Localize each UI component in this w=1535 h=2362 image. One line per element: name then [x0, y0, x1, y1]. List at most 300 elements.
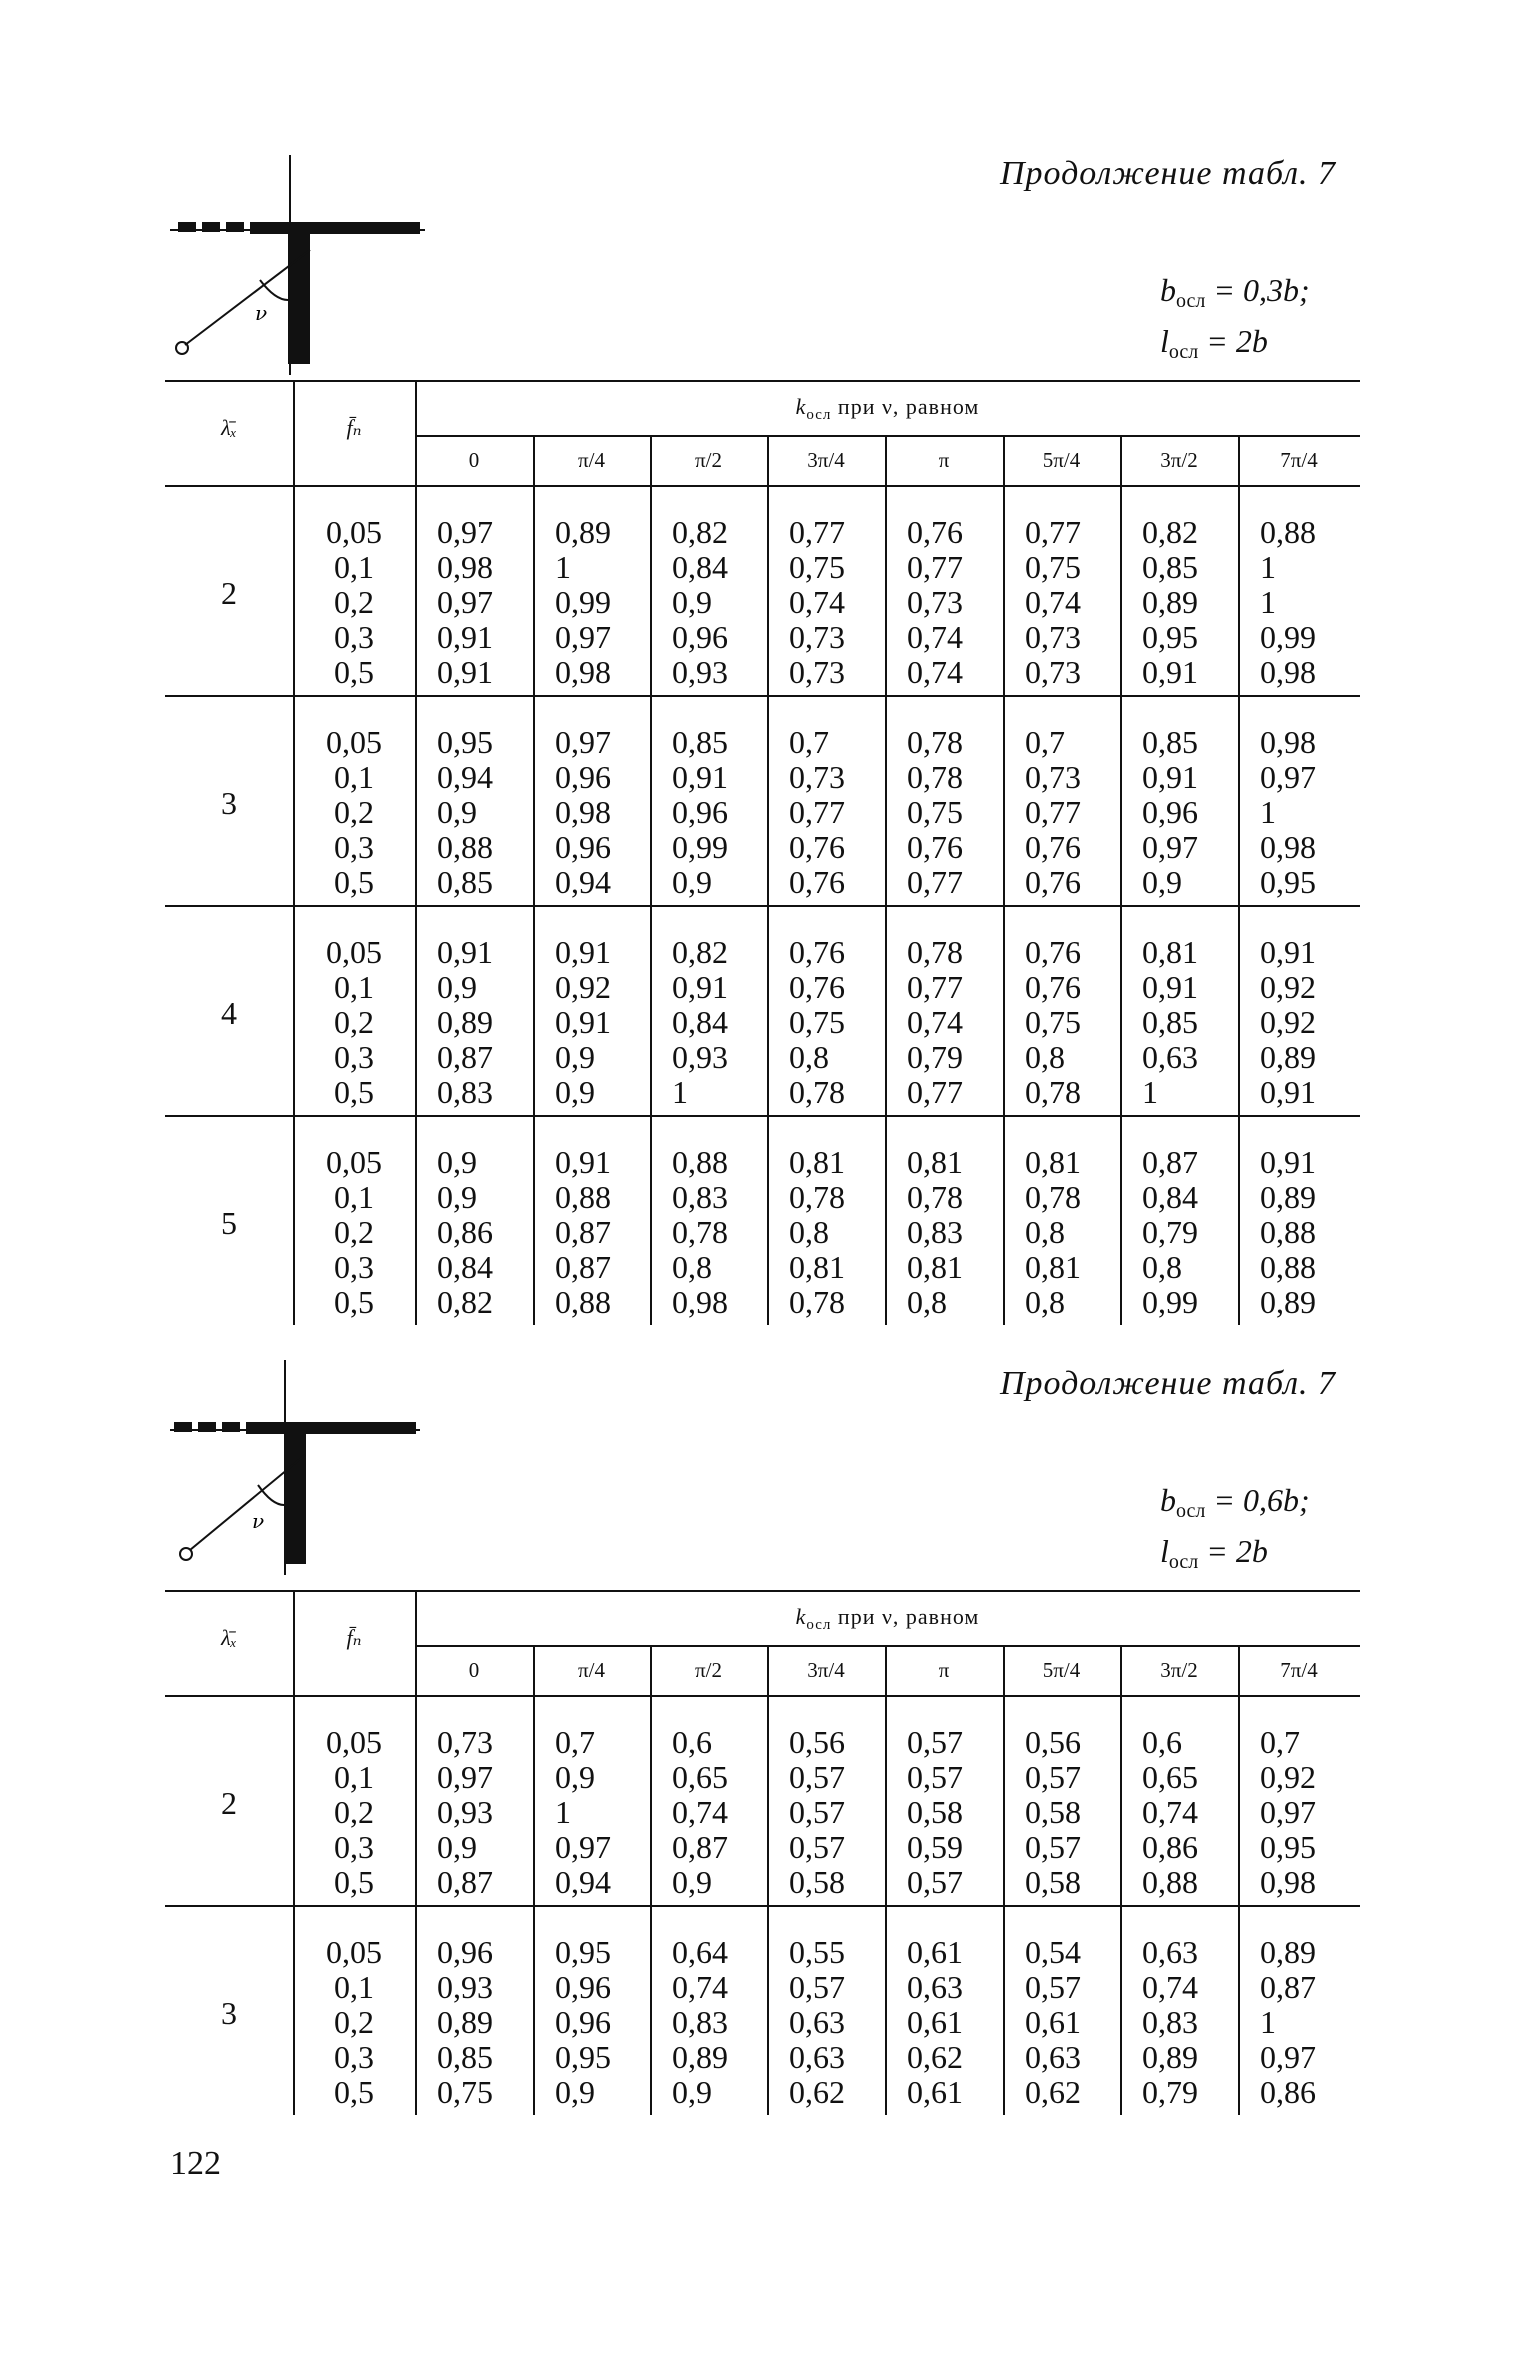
header-k-subscript: осл: [806, 1617, 832, 1633]
k-value: 0,58: [1025, 1864, 1081, 1900]
f-value: 0,5: [334, 1864, 374, 1900]
column-divider: [885, 905, 887, 1115]
column-divider: [415, 485, 417, 695]
k-value: 0,81: [907, 1249, 963, 1285]
k-value: 0,82: [672, 514, 728, 550]
k-value: 0,98: [672, 1284, 728, 1320]
header-angle: 7π/4: [1280, 1658, 1318, 1682]
k-value: 0,81: [789, 1249, 845, 1285]
k-value: 0,89: [1260, 1934, 1316, 1970]
column-divider: [533, 905, 535, 1115]
k-value: 0,96: [555, 2004, 611, 2040]
k-value: 0,99: [1142, 1284, 1198, 1320]
k-value: 0,81: [1025, 1249, 1081, 1285]
k-value: 0,81: [789, 1144, 845, 1180]
header-angle: π: [938, 1658, 950, 1682]
k-value: 0,74: [789, 584, 845, 620]
k-value: 0,9: [437, 794, 477, 830]
k-value: 0,6: [672, 1724, 712, 1760]
f-value: 0,5: [334, 1284, 374, 1320]
column-divider: [650, 1695, 652, 1905]
k-value: 0,9: [555, 1759, 595, 1795]
k-value: 0,87: [437, 1039, 493, 1075]
lambda-value: 3: [221, 1995, 237, 2031]
k-value: 0,56: [1025, 1724, 1081, 1760]
k-value: 0,57: [1025, 1969, 1081, 2005]
f-value: 0,2: [334, 1214, 374, 1250]
k-value: 0,61: [907, 2074, 963, 2110]
group-separator: [165, 905, 1360, 907]
k-value: 0,57: [907, 1864, 963, 1900]
k-value: 1: [672, 1074, 688, 1110]
k-value: 0,94: [555, 864, 611, 900]
k-value: 0,85: [437, 2039, 493, 2075]
k-value: 0,89: [1260, 1179, 1316, 1215]
k-value: 0,98: [555, 654, 611, 690]
k-value: 0,91: [672, 969, 728, 1005]
column-divider: [650, 905, 652, 1115]
header-angle: 7π/4: [1280, 448, 1318, 472]
column-divider: [1120, 485, 1122, 695]
k-value: 0,9: [1142, 864, 1182, 900]
k-value: 0,7: [1025, 724, 1065, 760]
k-value: 0,87: [555, 1214, 611, 1250]
column-divider: [415, 1695, 417, 1905]
k-value: 0,63: [1142, 1039, 1198, 1075]
column-divider: [415, 695, 417, 905]
k-value: 0,74: [1142, 1794, 1198, 1830]
lambda-value: 3: [221, 785, 237, 821]
k-value: 1: [1260, 549, 1276, 585]
header-bottom-rule: [165, 1695, 1360, 1697]
k-value: 0,96: [437, 1934, 493, 1970]
k-value: 0,74: [1142, 1969, 1198, 2005]
k-value: 1: [1260, 584, 1276, 620]
k-value: 0,91: [437, 619, 493, 655]
k-value: 0,73: [437, 1724, 493, 1760]
k-value: 0,98: [1260, 829, 1316, 865]
f-value: 0,1: [334, 1759, 374, 1795]
k-value: 0,74: [907, 654, 963, 690]
k-value: 0,91: [1260, 1144, 1316, 1180]
k-value: 0,62: [789, 2074, 845, 2110]
k-value: 0,95: [1260, 864, 1316, 900]
k-value: 0,88: [555, 1179, 611, 1215]
header-mid-rule: [415, 1645, 1360, 1647]
column-divider: [1238, 1905, 1240, 2115]
k-value: 0,76: [789, 934, 845, 970]
lambda-value: 2: [221, 1785, 237, 1821]
k-value: 0,83: [1142, 2004, 1198, 2040]
k-value: 0,8: [907, 1284, 947, 1320]
k-value: 0,93: [672, 654, 728, 690]
k-value: 0,87: [672, 1829, 728, 1865]
column-divider: [1238, 1115, 1240, 1325]
k-value: 0,77: [907, 969, 963, 1005]
header-lambda: λ̄ₓ: [221, 415, 237, 440]
k-value: 0,95: [555, 1934, 611, 1970]
k-value: 0,98: [1260, 1864, 1316, 1900]
column-divider: [1003, 485, 1005, 695]
header-angle: 5π/4: [1042, 448, 1081, 472]
column-divider: [1003, 695, 1005, 905]
f-value: 0,2: [334, 794, 374, 830]
column-divider: [533, 1695, 535, 1905]
k-value: 0,79: [1142, 1214, 1198, 1250]
k-value: 0,98: [555, 794, 611, 830]
k-value: 0,58: [789, 1864, 845, 1900]
k-value: 0,9: [672, 2074, 712, 2110]
header-angle: 3π/4: [807, 1658, 845, 1682]
f-value: 0,5: [334, 654, 374, 690]
k-value: 0,9: [437, 969, 477, 1005]
k-value: 0,9: [555, 2074, 595, 2110]
k-value: 0,91: [555, 1004, 611, 1040]
k-value: 0,8: [789, 1214, 829, 1250]
column-divider: [767, 1115, 769, 1325]
k-value: 0,89: [672, 2039, 728, 2075]
k-value: 0,78: [1025, 1074, 1081, 1110]
k-value: 1: [1142, 1074, 1158, 1110]
k-value: 0,57: [1025, 1829, 1081, 1865]
k-value: 0,93: [437, 1794, 493, 1830]
k-value: 0,91: [555, 1144, 611, 1180]
column-divider: [1003, 1695, 1005, 1905]
k-value: 0,98: [1260, 654, 1316, 690]
header-angle: 3π/2: [1160, 448, 1198, 472]
k-value: 0,85: [1142, 724, 1198, 760]
k-value: 0,89: [437, 2004, 493, 2040]
f-value: 0,1: [334, 1179, 374, 1215]
k-value: 0,73: [1025, 654, 1081, 690]
k-value: 0,97: [1260, 1794, 1316, 1830]
column-divider: [415, 1115, 417, 1325]
k-value: 0,85: [437, 864, 493, 900]
k-value: 0,96: [555, 829, 611, 865]
k-value: 0,74: [672, 1969, 728, 2005]
k-value: 0,91: [555, 934, 611, 970]
k-value: 0,81: [1025, 1144, 1081, 1180]
k-value: 0,97: [555, 619, 611, 655]
k-value: 0,7: [555, 1724, 595, 1760]
f-value: 0,2: [334, 2004, 374, 2040]
column-divider: [1120, 695, 1122, 905]
k-value: 0,77: [907, 549, 963, 585]
k-value: 0,61: [1025, 2004, 1081, 2040]
k-value: 0,9: [437, 1179, 477, 1215]
k-value: 0,91: [1142, 969, 1198, 1005]
column-divider: [415, 905, 417, 1115]
k-value: 0,76: [907, 514, 963, 550]
k-value: 0,84: [437, 1249, 493, 1285]
k-value: 0,76: [1025, 934, 1081, 970]
k-value: 0,75: [437, 2074, 493, 2110]
k-value: 0,76: [1025, 969, 1081, 1005]
k-value: 0,78: [789, 1179, 845, 1215]
k-value: 0,7: [1260, 1724, 1300, 1760]
k-value: 0,95: [1142, 619, 1198, 655]
k-value: 0,78: [907, 934, 963, 970]
f-value: 0,3: [334, 1039, 374, 1075]
column-divider: [1003, 1115, 1005, 1325]
group-separator: [165, 695, 1360, 697]
column-divider: [885, 1115, 887, 1325]
k-value: 0,89: [1142, 2039, 1198, 2075]
svg-text:ν: ν: [255, 301, 268, 325]
k-value: 0,8: [1025, 1039, 1065, 1075]
k-value: 0,96: [555, 759, 611, 795]
f-value: 0,1: [334, 969, 374, 1005]
k-value: 0,77: [789, 794, 845, 830]
k-value: 0,83: [437, 1074, 493, 1110]
k-value: 0,88: [1260, 1214, 1316, 1250]
k-value: 0,83: [672, 2004, 728, 2040]
k-value: 0,75: [789, 549, 845, 585]
k-value: 0,9: [555, 1074, 595, 1110]
k-value: 0,88: [1260, 514, 1316, 550]
k-value: 0,89: [1260, 1284, 1316, 1320]
column-divider: [650, 1905, 652, 2115]
k-value: 0,78: [1025, 1179, 1081, 1215]
header-k-title: [415, 1604, 1360, 1634]
k-value: 0,83: [672, 1179, 728, 1215]
k-value: 0,73: [789, 654, 845, 690]
f-value: 0,3: [334, 1249, 374, 1285]
k-value: 0,78: [907, 759, 963, 795]
k-value: 0,9: [437, 1144, 477, 1180]
f-value: 0,1: [334, 759, 374, 795]
k-value: 0,92: [1260, 1759, 1316, 1795]
column-divider: [885, 1695, 887, 1905]
angle-section-diagram: [160, 150, 440, 380]
column-divider: [650, 485, 652, 695]
k-value: 0,97: [1142, 829, 1198, 865]
k-value: 0,91: [1142, 759, 1198, 795]
f-value: 0,05: [326, 724, 382, 760]
k-value: 0,65: [1142, 1759, 1198, 1795]
k-value: 0,97: [437, 1759, 493, 1795]
k-value: 0,96: [672, 619, 728, 655]
header-mid-rule: [415, 435, 1360, 437]
k-value: 0,63: [907, 1969, 963, 2005]
k-value: 0,57: [907, 1724, 963, 1760]
k-value: 0,77: [907, 1074, 963, 1110]
column-divider: [1238, 905, 1240, 1115]
k-value: 0,92: [1260, 969, 1316, 1005]
k-value: 0,62: [907, 2039, 963, 2075]
column-divider: [767, 1905, 769, 2115]
k-value: 0,89: [1142, 584, 1198, 620]
header-k-rest: при ν, равном: [831, 1604, 980, 1629]
k-value: 1: [555, 549, 571, 585]
k-value: 0,78: [907, 724, 963, 760]
column-divider: [767, 905, 769, 1115]
f-value: 0,05: [326, 934, 382, 970]
k-value: 0,57: [789, 1794, 845, 1830]
k-value: 0,87: [555, 1249, 611, 1285]
k-value: 0,88: [672, 1144, 728, 1180]
f-value: 0,1: [334, 1969, 374, 2005]
k-value: 0,94: [437, 759, 493, 795]
k-value: 0,57: [789, 1829, 845, 1865]
k-value: 0,8: [672, 1249, 712, 1285]
k-value: 0,57: [907, 1759, 963, 1795]
header-k-title: [415, 394, 1360, 424]
f-value: 0,3: [334, 829, 374, 865]
k-value: 0,62: [1025, 2074, 1081, 2110]
k-value: 0,73: [789, 619, 845, 655]
column-divider: [533, 695, 535, 905]
k-value: 0,63: [1142, 1934, 1198, 1970]
k-value: 1: [1260, 2004, 1276, 2040]
lambda-value: 2: [221, 575, 237, 611]
column-divider: [1003, 1905, 1005, 2115]
f-value: 0,05: [326, 514, 382, 550]
k-value: 0,74: [1025, 584, 1081, 620]
table-1-parameters: $b_{осл} = 0,3b$; $l_{осл} = 2b$: [1160, 272, 1310, 363]
k-value: 0,77: [1025, 514, 1081, 550]
table-top-rule: [165, 380, 1360, 382]
group-separator: [165, 1905, 1360, 1907]
k-value: 0,91: [437, 934, 493, 970]
k-value: 0,97: [555, 1829, 611, 1865]
k-value: 1: [1260, 794, 1276, 830]
k-value: 0,73: [907, 584, 963, 620]
k-value: 0,97: [1260, 2039, 1316, 2075]
k-value: 0,97: [1260, 759, 1316, 795]
k-value: 0,73: [789, 759, 845, 795]
f-value: 0,2: [334, 1004, 374, 1040]
k-value: 0,79: [907, 1039, 963, 1075]
f-value: 0,1: [334, 549, 374, 585]
table-top-rule: [165, 1590, 1360, 1592]
k-value: 0,77: [789, 514, 845, 550]
k-value: 0,96: [672, 794, 728, 830]
k-value: 0,63: [789, 2004, 845, 2040]
lambda-value: 5: [221, 1205, 237, 1241]
angle-section-diagram: [160, 1360, 440, 1590]
column-divider: [533, 485, 535, 695]
k-value: 0,78: [789, 1284, 845, 1320]
f-value: 0,05: [326, 1934, 382, 1970]
k-value: 0,81: [1142, 934, 1198, 970]
f-value: 0,5: [334, 1074, 374, 1110]
page-number: 122: [170, 2145, 221, 2182]
f-value: 0,05: [326, 1144, 382, 1180]
coefficient-table-1: [165, 380, 1360, 1325]
group-separator: [165, 1115, 1360, 1117]
k-value: 0,85: [1142, 549, 1198, 585]
k-value: 0,85: [1142, 1004, 1198, 1040]
header-angle: 0: [468, 448, 480, 472]
k-value: 0,84: [1142, 1179, 1198, 1215]
column-divider: [1238, 695, 1240, 905]
k-value: 0,61: [907, 2004, 963, 2040]
header-angle: π/2: [695, 1658, 722, 1682]
header-angle: π/4: [578, 1658, 605, 1682]
k-value: 0,77: [1025, 794, 1081, 830]
k-value: 0,8: [1142, 1249, 1182, 1285]
k-value: 0,78: [789, 1074, 845, 1110]
table-2-caption: Продолжение табл. 7: [1000, 1365, 1337, 1402]
column-divider: [885, 485, 887, 695]
k-value: 0,99: [672, 829, 728, 865]
k-value: 0,95: [437, 724, 493, 760]
k-value: 0,9: [555, 1039, 595, 1075]
k-value: 0,88: [1260, 1249, 1316, 1285]
k-value: 0,95: [1260, 1829, 1316, 1865]
header-angle: 3π/2: [1160, 1658, 1198, 1682]
k-value: 0,98: [1260, 724, 1316, 760]
header-angle: π/2: [695, 448, 722, 472]
k-value: 0,97: [437, 514, 493, 550]
k-value: 0,83: [907, 1214, 963, 1250]
k-value: 0,9: [672, 864, 712, 900]
k-value: 0,7: [789, 724, 829, 760]
k-value: 0,91: [1260, 934, 1316, 970]
k-value: 0,9: [437, 1829, 477, 1865]
k-value: 0,89: [1260, 1039, 1316, 1075]
table-1-caption: Продолжение табл. 7: [1000, 155, 1337, 192]
lambda-value: 4: [221, 995, 237, 1031]
header-k-rest: при ν, равном: [831, 394, 980, 419]
k-value: 0,91: [437, 654, 493, 690]
header-angle: π: [938, 448, 950, 472]
header-bottom-rule: [165, 485, 1360, 487]
k-value: 0,76: [789, 829, 845, 865]
header-f: f̄ₙ: [346, 415, 362, 440]
column-divider: [650, 695, 652, 905]
f-value: 0,3: [334, 619, 374, 655]
k-value: 0,76: [789, 969, 845, 1005]
k-value: 0,73: [1025, 759, 1081, 795]
k-value: 0,97: [437, 584, 493, 620]
k-value: 0,89: [555, 514, 611, 550]
k-value: 0,8: [1025, 1214, 1065, 1250]
k-value: 0,74: [672, 1794, 728, 1830]
k-value: 0,98: [437, 549, 493, 585]
k-value: 0,89: [437, 1004, 493, 1040]
column-divider: [767, 1695, 769, 1905]
header-angle: π/4: [578, 448, 605, 472]
column-divider: [415, 1905, 417, 2115]
k-value: 0,76: [1025, 864, 1081, 900]
k-value: 0,87: [437, 1864, 493, 1900]
k-value: 0,57: [789, 1759, 845, 1795]
k-value: 0,8: [789, 1039, 829, 1075]
k-value: 0,96: [555, 1969, 611, 2005]
f-value: 0,5: [334, 864, 374, 900]
k-value: 0,75: [789, 1004, 845, 1040]
k-value: 0,75: [1025, 1004, 1081, 1040]
k-value: 0,65: [672, 1759, 728, 1795]
column-divider: [650, 1115, 652, 1325]
column-divider: [767, 485, 769, 695]
k-value: 0,76: [1025, 829, 1081, 865]
k-value: 0,94: [555, 1864, 611, 1900]
k-value: 0,84: [672, 1004, 728, 1040]
k-value: 0,86: [1260, 2074, 1316, 2110]
header-f: f̄ₙ: [346, 1625, 362, 1650]
column-divider: [533, 1115, 535, 1325]
k-value: 0,63: [789, 2039, 845, 2075]
k-value: 0,99: [555, 584, 611, 620]
k-value: 0,61: [907, 1934, 963, 1970]
k-value: 0,9: [672, 1864, 712, 1900]
k-value: 0,59: [907, 1829, 963, 1865]
k-value: 0,82: [1142, 514, 1198, 550]
f-value: 0,05: [326, 1724, 382, 1760]
